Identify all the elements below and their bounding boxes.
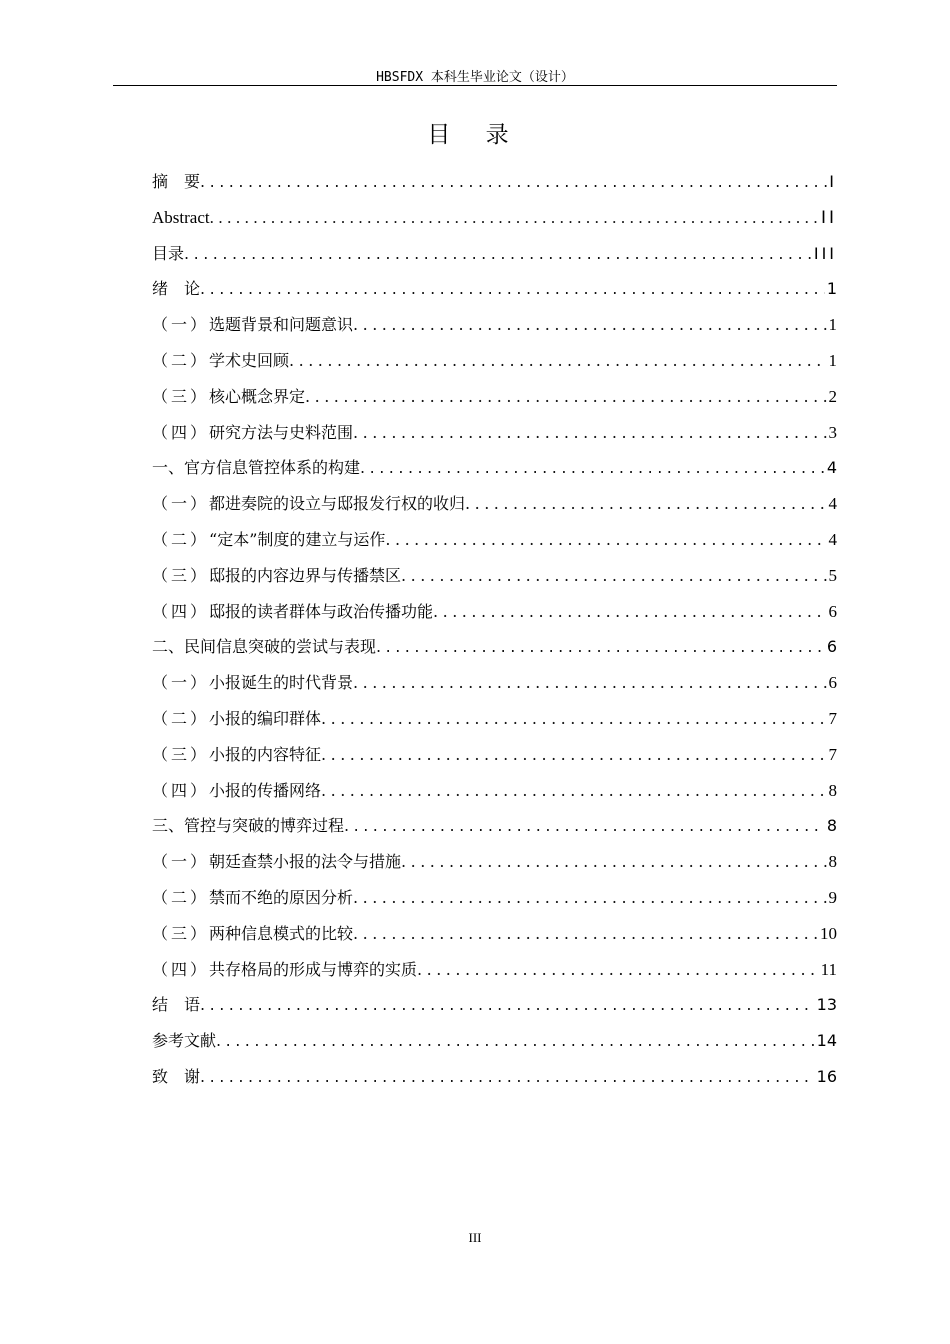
toc-entry-page: 7: [828, 744, 837, 764]
toc-entry-page: 1: [828, 350, 837, 370]
toc-entry-page: 8: [828, 780, 837, 800]
toc-entry-subsection[interactable]: [152, 558, 837, 594]
toc-entry-subsection[interactable]: [152, 522, 837, 558]
toc-entry-number: （二）: [152, 887, 210, 907]
toc-entry-subsection[interactable]: [152, 415, 837, 451]
dot-leader: [465, 486, 826, 522]
dot-leader: [321, 773, 826, 809]
toc-title: 目 录: [427, 122, 523, 148]
toc-entry-subsection[interactable]: [152, 379, 837, 415]
toc-entry-page: I: [829, 172, 837, 191]
toc-entry-references[interactable]: [152, 1023, 837, 1059]
toc-entry-subsection[interactable]: [152, 773, 837, 809]
dot-leader: [385, 522, 826, 558]
toc-entry-page: 6: [828, 601, 837, 621]
dot-leader: [305, 379, 826, 415]
toc-entry-subsection[interactable]: [152, 737, 837, 773]
toc-entry-contents[interactable]: [152, 236, 837, 272]
page-number: III: [468, 1230, 482, 1245]
toc-entry-title: “定本”制度的建立与运作: [209, 529, 386, 549]
dot-leader: [433, 594, 826, 630]
dot-leader: [210, 200, 819, 236]
toc-entry-subsection[interactable]: [152, 486, 837, 522]
toc-entry-title: 共存格局的形成与博弈的实质: [209, 959, 418, 979]
toc-entry-page: 3: [828, 422, 837, 442]
toc-entry-number: （四）: [152, 959, 210, 979]
toc-entry-number: （三）: [152, 744, 210, 764]
toc-entry-page: 5: [828, 565, 837, 585]
toc-entry-acknowledgements[interactable]: [152, 1059, 837, 1095]
toc-entry-number: （二）: [152, 708, 210, 728]
toc-entry-page: III: [813, 243, 837, 263]
toc-entry-number: （一）: [152, 852, 210, 872]
toc-entry-page: 14: [816, 1031, 837, 1051]
dot-leader: [321, 701, 826, 737]
dot-leader: [353, 916, 818, 952]
dot-leader: [200, 987, 815, 1023]
toc-entry-page: 11: [820, 959, 837, 979]
dot-leader: [289, 343, 826, 379]
toc-entry-chapter[interactable]: [152, 629, 837, 665]
toc-entry-subsection[interactable]: [152, 916, 837, 952]
toc-entry-title: 邸报的读者群体与政治传播功能: [209, 601, 434, 621]
header-rule: [113, 85, 837, 86]
toc-entry-title: Abstract: [152, 207, 210, 227]
toc-entry-title: 参考文献: [152, 1031, 217, 1051]
toc-entry-subsection[interactable]: [152, 844, 837, 880]
toc-entry-number: （一）: [152, 494, 210, 514]
toc-entry-number: （三）: [152, 565, 210, 585]
toc-entry-title: 民间信息突破的尝试与表现: [184, 637, 377, 657]
dot-leader: [321, 737, 826, 773]
toc-entry-subsection[interactable]: [152, 343, 837, 379]
toc-entry-chapter[interactable]: [152, 808, 837, 844]
toc-entry-page: 6: [828, 673, 837, 693]
dot-leader: [353, 307, 826, 343]
toc-entry-page: 9: [828, 887, 837, 907]
dot-leader: [344, 808, 825, 844]
toc-entry-title: 绪 论: [152, 279, 201, 299]
dot-leader: [353, 880, 826, 916]
dot-leader: [200, 1059, 815, 1095]
dot-leader: [216, 1023, 815, 1059]
toc-entry-page: 2: [828, 386, 837, 406]
toc-entry-title: 官方信息管控体系的构建: [184, 458, 361, 478]
toc-entry-number: （二）: [152, 350, 210, 370]
toc-entry-page: 4: [828, 494, 837, 514]
dot-leader: [200, 271, 825, 307]
dot-leader: [184, 236, 812, 272]
toc-entry-introduction[interactable]: [152, 271, 837, 307]
dot-leader: [200, 164, 827, 200]
toc-entry-subsection[interactable]: [152, 594, 837, 630]
toc-entry-page: II: [820, 207, 837, 228]
toc-entry-number: （四）: [152, 601, 210, 621]
toc-entry-title: 邸报的内容边界与传播禁区: [209, 565, 402, 585]
toc-entry-title: 研究方法与史料范围: [209, 422, 354, 442]
dot-leader: [401, 558, 826, 594]
toc-entry-title: 致 谢: [152, 1066, 201, 1086]
running-header: HBSFDX 本科生毕业论文（设计）: [376, 70, 574, 85]
toc-entry-number: （二）: [152, 529, 210, 549]
toc-entry-page: 1: [826, 279, 837, 299]
dot-leader: [360, 450, 825, 486]
toc-entry-title: 小报诞生的时代背景: [209, 673, 354, 693]
toc-entry-chapter[interactable]: [152, 450, 837, 486]
toc-entry-title: 核心概念界定: [209, 386, 306, 406]
toc-entry-title: 小报的传播网络: [209, 780, 322, 800]
toc-entry-number: 三、: [152, 816, 185, 836]
dot-leader: [353, 415, 826, 451]
toc-entry-number: （四）: [152, 422, 210, 442]
toc-entry-page: 8: [828, 852, 837, 872]
toc-entry-page: 4: [828, 529, 837, 549]
toc-entry-number: （一）: [152, 673, 210, 693]
toc-entry-conclusion[interactable]: [152, 987, 837, 1023]
toc-entry-title: 管控与突破的博弈过程: [184, 816, 345, 836]
toc-entry-title: 都进奏院的设立与邸报发行权的收归: [209, 494, 466, 514]
table-of-contents: [152, 164, 837, 1095]
toc-entry-subsection[interactable]: [152, 665, 837, 701]
toc-entry-subsection[interactable]: [152, 307, 837, 343]
toc-entry-title: 小报的内容特征: [209, 744, 322, 764]
dot-leader: [353, 665, 826, 701]
toc-entry-title: 学术史回顾: [209, 350, 290, 370]
toc-entry-page: 1: [828, 315, 837, 335]
toc-entry-subsection[interactable]: [152, 701, 837, 737]
toc-entry-page: 8: [826, 816, 837, 836]
toc-entry-number: （一）: [152, 315, 210, 335]
toc-entry-page: 6: [826, 637, 837, 657]
toc-entry-title: 朝廷查禁小报的法令与措施: [209, 852, 402, 872]
toc-entry-number: （四）: [152, 780, 210, 800]
toc-entry-page: 10: [820, 923, 837, 943]
dot-leader: [417, 952, 819, 988]
toc-entry-number: （三）: [152, 386, 210, 406]
toc-entry-title: 禁而不绝的原因分析: [209, 887, 354, 907]
toc-entry-subsection[interactable]: [152, 880, 837, 916]
toc-entry-number: 二、: [152, 637, 185, 657]
toc-entry-title: 选题背景和问题意识: [209, 315, 354, 335]
toc-entry-title: 摘 要: [152, 172, 201, 191]
toc-entry-page: 16: [816, 1066, 837, 1086]
toc-entry-number: 一、: [152, 458, 185, 478]
toc-entry-abstract-cn[interactable]: [152, 164, 837, 200]
toc-entry-page: 13: [816, 995, 837, 1015]
toc-entry-title: 目录: [152, 243, 185, 263]
toc-entry-title: 两种信息模式的比较: [209, 923, 354, 943]
toc-entry-page: 4: [826, 458, 837, 478]
dot-leader: [376, 629, 825, 665]
toc-entry-title: 结 语: [152, 995, 201, 1015]
toc-entry-abstract-en[interactable]: [152, 200, 837, 236]
toc-entry-subsection[interactable]: [152, 952, 837, 988]
toc-entry-page: 7: [828, 708, 837, 728]
toc-entry-title: 小报的编印群体: [209, 708, 322, 728]
toc-entry-number: （三）: [152, 923, 210, 943]
dot-leader: [401, 844, 826, 880]
